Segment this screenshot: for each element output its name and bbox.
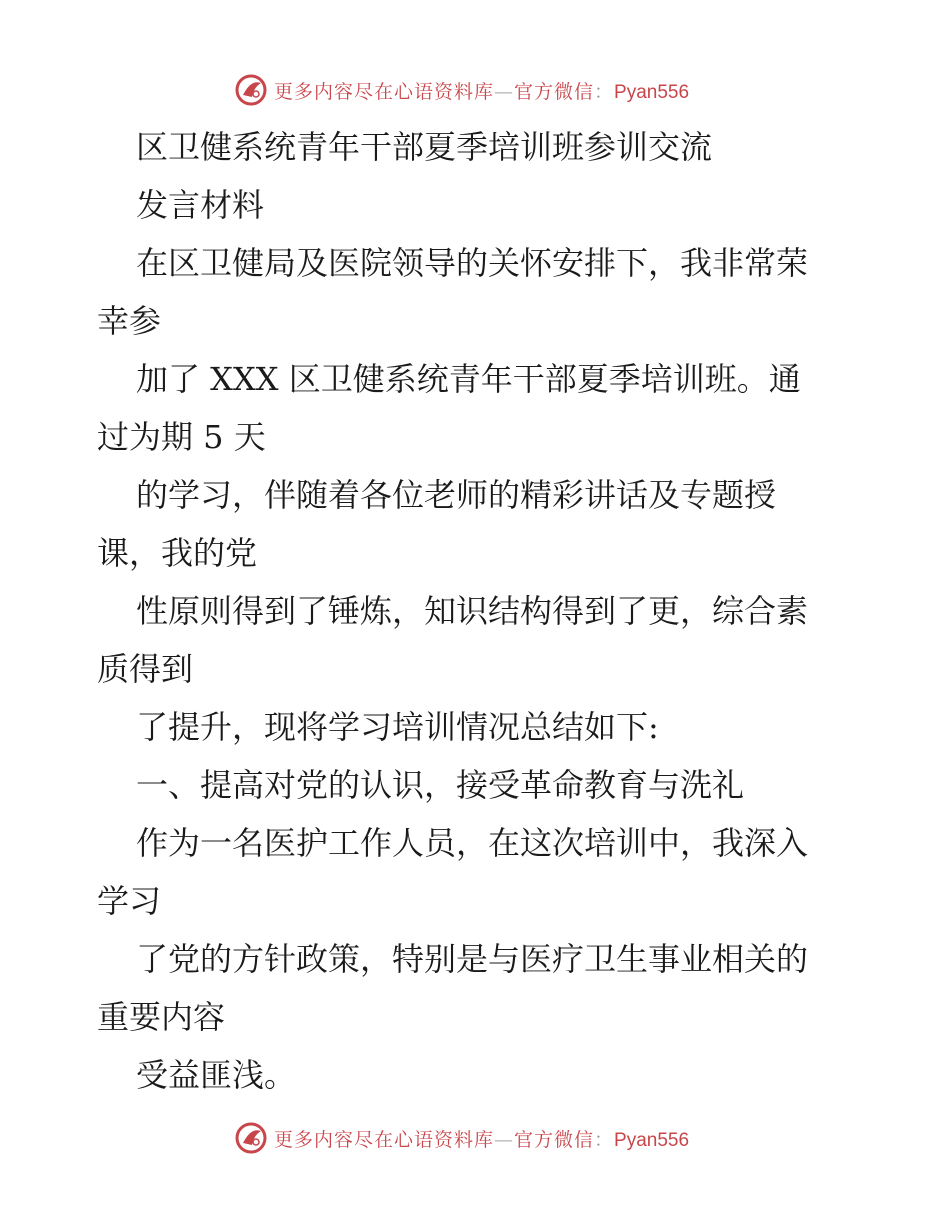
paragraph-line: 课，我的党	[97, 534, 258, 572]
paragraph-line: 质得到	[97, 650, 194, 688]
footer-watermark	[234, 1120, 714, 1156]
paragraph-line: 过为期 5 天	[97, 418, 266, 456]
paragraph-line: 性原则得到了锤炼，知识结构得到了更，综合素	[136, 592, 809, 630]
section-heading: 一、提高对党的认识，接受革命教育与洗礼	[136, 766, 745, 804]
watermark-text: 更多内容尽在心语资料库—官方微信：Pyan556	[274, 80, 690, 103]
watermark-text: 更多内容尽在心语资料库—官方微信：Pyan556	[274, 1128, 690, 1151]
paragraph-line: 学习	[97, 882, 162, 920]
paragraph-line: 重要内容	[97, 998, 226, 1036]
paragraph-line: 在区卫健局及医院领导的关怀安排下，我非常荣	[136, 244, 809, 282]
document-title-line-1: 区卫健系统青年干部夏季培训班参训交流	[136, 128, 713, 166]
paragraph-line: 幸参	[97, 302, 162, 340]
paragraph-line: 的学习，伴随着各位老师的精彩讲话及专题授	[136, 476, 777, 514]
paragraph-line: 了提升，现将学习培训情况总结如下:	[136, 708, 659, 746]
paragraph-line: 加了 XXX 区卫健系统青年干部夏季培训班。通	[136, 360, 801, 398]
document-title-line-2: 发言材料	[136, 186, 265, 224]
paragraph-line: 作为一名医护工作人员，在这次培训中，我深入	[136, 824, 809, 862]
paragraph-line: 了党的方针政策，特别是与医疗卫生事业相关的	[136, 940, 809, 978]
paragraph-line: 受益匪浅。	[136, 1056, 297, 1094]
brand-logo-icon	[234, 1121, 268, 1155]
